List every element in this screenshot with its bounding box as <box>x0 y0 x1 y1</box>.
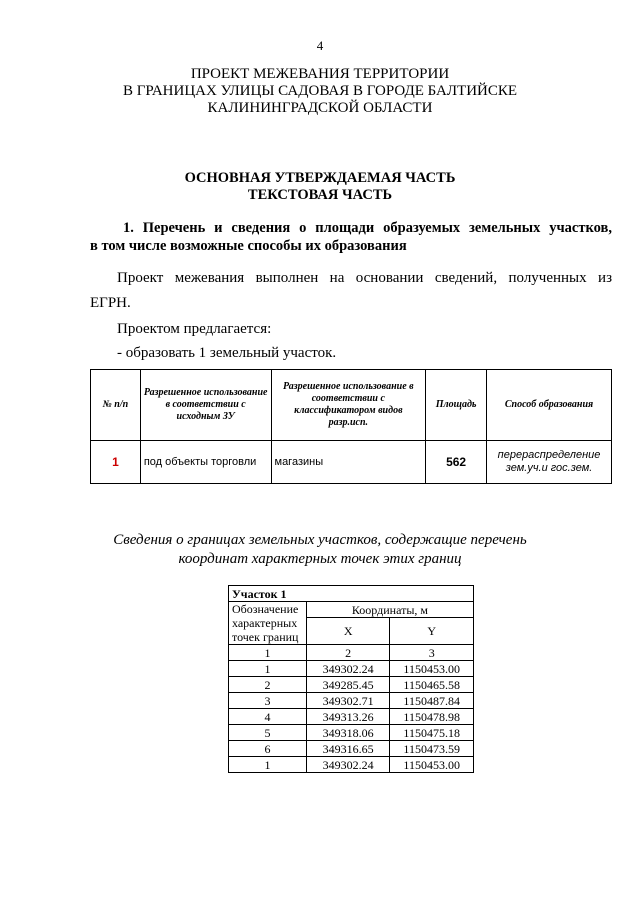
clause-heading-line-1: 1. Перечень и сведения о площади образуемых земельных участков, <box>123 220 612 236</box>
cell-x: 349302.24 <box>306 661 389 677</box>
cell-method: перераспределение зем.уч.и гос.зем. <box>487 441 612 484</box>
header-x: X <box>306 618 389 645</box>
cell-point: 5 <box>229 725 307 741</box>
table-row <box>229 757 474 773</box>
coordinates-caption-line-1: Сведения о границах земельных участков, содержащие перечень <box>113 532 527 548</box>
table-row <box>229 677 474 693</box>
document-title-line-2: В ГРАНИЦАХ УЛИЦЫ САДОВАЯ В ГОРОДЕ БАЛТИЙСКЕ <box>122 83 518 99</box>
column-number: 2 <box>306 645 389 661</box>
cell-y: 1150453.00 <box>390 661 474 677</box>
cell-point: 1 <box>229 757 307 773</box>
cell-x: 349285.45 <box>306 677 389 693</box>
column-number: 3 <box>390 645 474 661</box>
cell-permitted-use-classifier: магазины <box>271 441 426 484</box>
clause-heading-line-2: в том числе возможные способы их образования <box>90 238 407 254</box>
table-row <box>229 741 474 757</box>
paragraph-proposal: Проектом предлагается: <box>117 321 272 337</box>
table-row <box>91 441 612 484</box>
cell-num: 1 <box>91 441 141 484</box>
header-permitted-use-classifier: Разрешенное использование в соответствии с классификатором видов разр.исп. <box>271 370 426 441</box>
cell-permitted-use-source: под объекты торговли <box>140 441 271 484</box>
coordinates-caption-line-2: координат характерных точек этих границ <box>178 551 462 567</box>
table-header-row <box>91 370 612 441</box>
cell-point: 1 <box>229 661 307 677</box>
document-title <box>30 66 610 117</box>
cell-y: 1150473.59 <box>390 741 474 757</box>
cell-area: 562 <box>426 441 487 484</box>
cell-x: 349313.26 <box>306 709 389 725</box>
cell-point: 6 <box>229 741 307 757</box>
table-row <box>229 725 474 741</box>
header-point: Обозначение характерных точек границ <box>229 602 307 645</box>
plot-label: Участок 1 <box>229 586 474 602</box>
land-plots-table <box>90 369 612 484</box>
header-method: Способ образования <box>487 370 612 441</box>
section-title <box>0 170 640 204</box>
table-row <box>229 709 474 725</box>
cell-x: 349302.71 <box>306 693 389 709</box>
section-title-line-2: ТЕКСТОВАЯ ЧАСТЬ <box>247 187 393 203</box>
cell-point: 3 <box>229 693 307 709</box>
coords-header-row <box>229 602 474 618</box>
cell-y: 1150478.98 <box>390 709 474 725</box>
paragraph-basis-line-1: Проект межевания выполнен на основании сведений, полученных из <box>117 270 612 286</box>
cell-y: 1150487.84 <box>390 693 474 709</box>
column-number: 1 <box>229 645 307 661</box>
cell-point: 2 <box>229 677 307 693</box>
cell-y: 1150465.58 <box>390 677 474 693</box>
header-area: Площадь <box>426 370 487 441</box>
document-title-line-3: КАЛИНИНГРАДСКОЙ ОБЛАСТИ <box>207 100 433 116</box>
coordinates-caption <box>0 531 640 569</box>
header-permitted-use-source: Разрешенное использование в соответствии с исходным ЗУ <box>140 370 271 441</box>
cell-x: 349318.06 <box>306 725 389 741</box>
page-number: 4 <box>316 38 324 53</box>
header-coordinates: Координаты, м <box>306 602 473 618</box>
header-num: № п/п <box>91 370 141 441</box>
cell-x: 349302.24 <box>306 757 389 773</box>
table-row <box>229 693 474 709</box>
cell-x: 349316.65 <box>306 741 389 757</box>
cell-y: 1150475.18 <box>390 725 474 741</box>
paragraph-basis-line-2: ЕГРН. <box>90 295 131 311</box>
cell-y: 1150453.00 <box>390 757 474 773</box>
paragraph-proposal-item: - образовать 1 земельный участок. <box>117 345 337 361</box>
table-row <box>229 661 474 677</box>
document-title-line-1: ПРОЕКТ МЕЖЕВАНИЯ ТЕРРИТОРИИ <box>190 66 450 82</box>
cell-point: 4 <box>229 709 307 725</box>
clause-heading <box>90 219 612 255</box>
header-y: Y <box>390 618 474 645</box>
coordinates-table <box>228 585 474 773</box>
plot-row <box>229 586 474 602</box>
section-title-line-1: ОСНОВНАЯ УТВЕРЖДАЕМАЯ ЧАСТЬ <box>184 170 456 186</box>
column-numbers-row <box>229 645 474 661</box>
